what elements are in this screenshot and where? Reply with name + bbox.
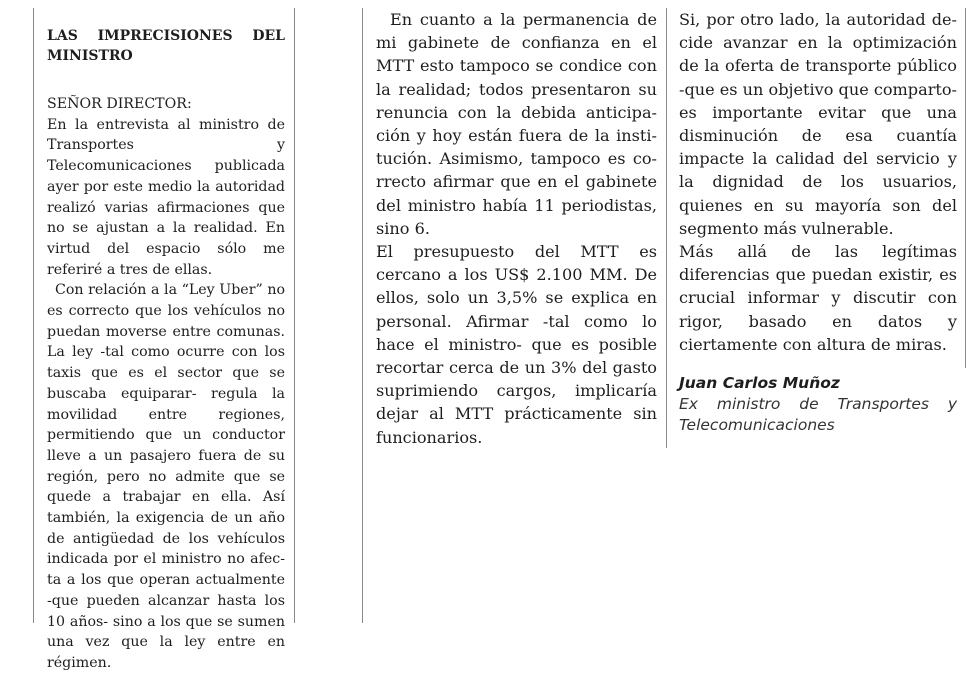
column-rule-1 [294,8,295,623]
letter-column-3 [679,8,957,436]
column-rule-right [965,8,966,368]
column-rule-2 [362,8,363,623]
letter-heading: LAS IMPRECISIONES DEL MINISTRO [47,28,285,64]
salutation: SEÑOR DIRECTOR: [47,96,192,112]
paragraph: Más allá de las legítimas diferencias que puedan existir, es crucial informar y discutir con rigor, basado en datos y ciertamente con altura de miras. [679,242,957,354]
author-name: Juan Carlos Muñoz [679,374,840,393]
column-rule-left [33,8,34,623]
paragraph: Con relación a la “Ley Uber” no es correcto que los vehículos no puedan moverse entre comunas. La ley -tal como ocurre con los taxis que es el sector que se buscaba equiparar- regula la movilidad entre regiones, permitiendo que un conductor lleve a un pasajero fuera de su región, pero no admite que se quede a trabajar en ella. Así también, la exigencia de un año de antigüedad de los vehículos indicada por el ministro no afecta a los que operan actualmente -que pueden alcanzar hasta los 10 años- sino a los que se sumen una vez que la ley entre en régimen. [47,282,285,671]
column-rule-3 [666,8,667,448]
paragraph: Si, por otro lado, la autoridad decide avanzar en la optimización de la oferta de transporte público -que es un objetivo que comparto- es importante evitar que una disminución de esa cuantía impacte la calidad del servicio y la dignidad de los usuarios, quienes en su mayoría son del segmento más vulnerable. [679,10,957,238]
paragraph: En la entrevista al ministro de Transportes y Telecomunicaciones publicada ayer por este medio la autoridad realizó varias afirmaciones que no se ajustan a la realidad. En virtud del espacio sólo me referiré a tres de ellas. [47,116,285,278]
letter-column-1 [47,26,285,674]
letter-column-2 [376,8,657,449]
author-role: Ex ministro de Transportes y Telecomunicaciones [679,395,957,435]
paragraph: En cuanto a la permanencia de mi gabinete de confianza en el MTT esto tampoco se condice con la realidad; todos presentaron su renuncia con la debida anticipación y hoy están fuera de la institución. Asimismo, tampoco es correcto afirmar que en el gabinete del ministro había 11 periodistas, sino 6. [376,10,657,238]
paragraph: El presupuesto del MTT es cercano a los US$ 2.100 MM. De ellos, solo un 3,5% se explica en personal. Afirmar -tal como lo hace el ministro- que es posible recortar cerca de un 3% del gasto suprimiendo cargos, implicaría dejar al MTT prácticamente sin funcionarios. [376,242,657,447]
